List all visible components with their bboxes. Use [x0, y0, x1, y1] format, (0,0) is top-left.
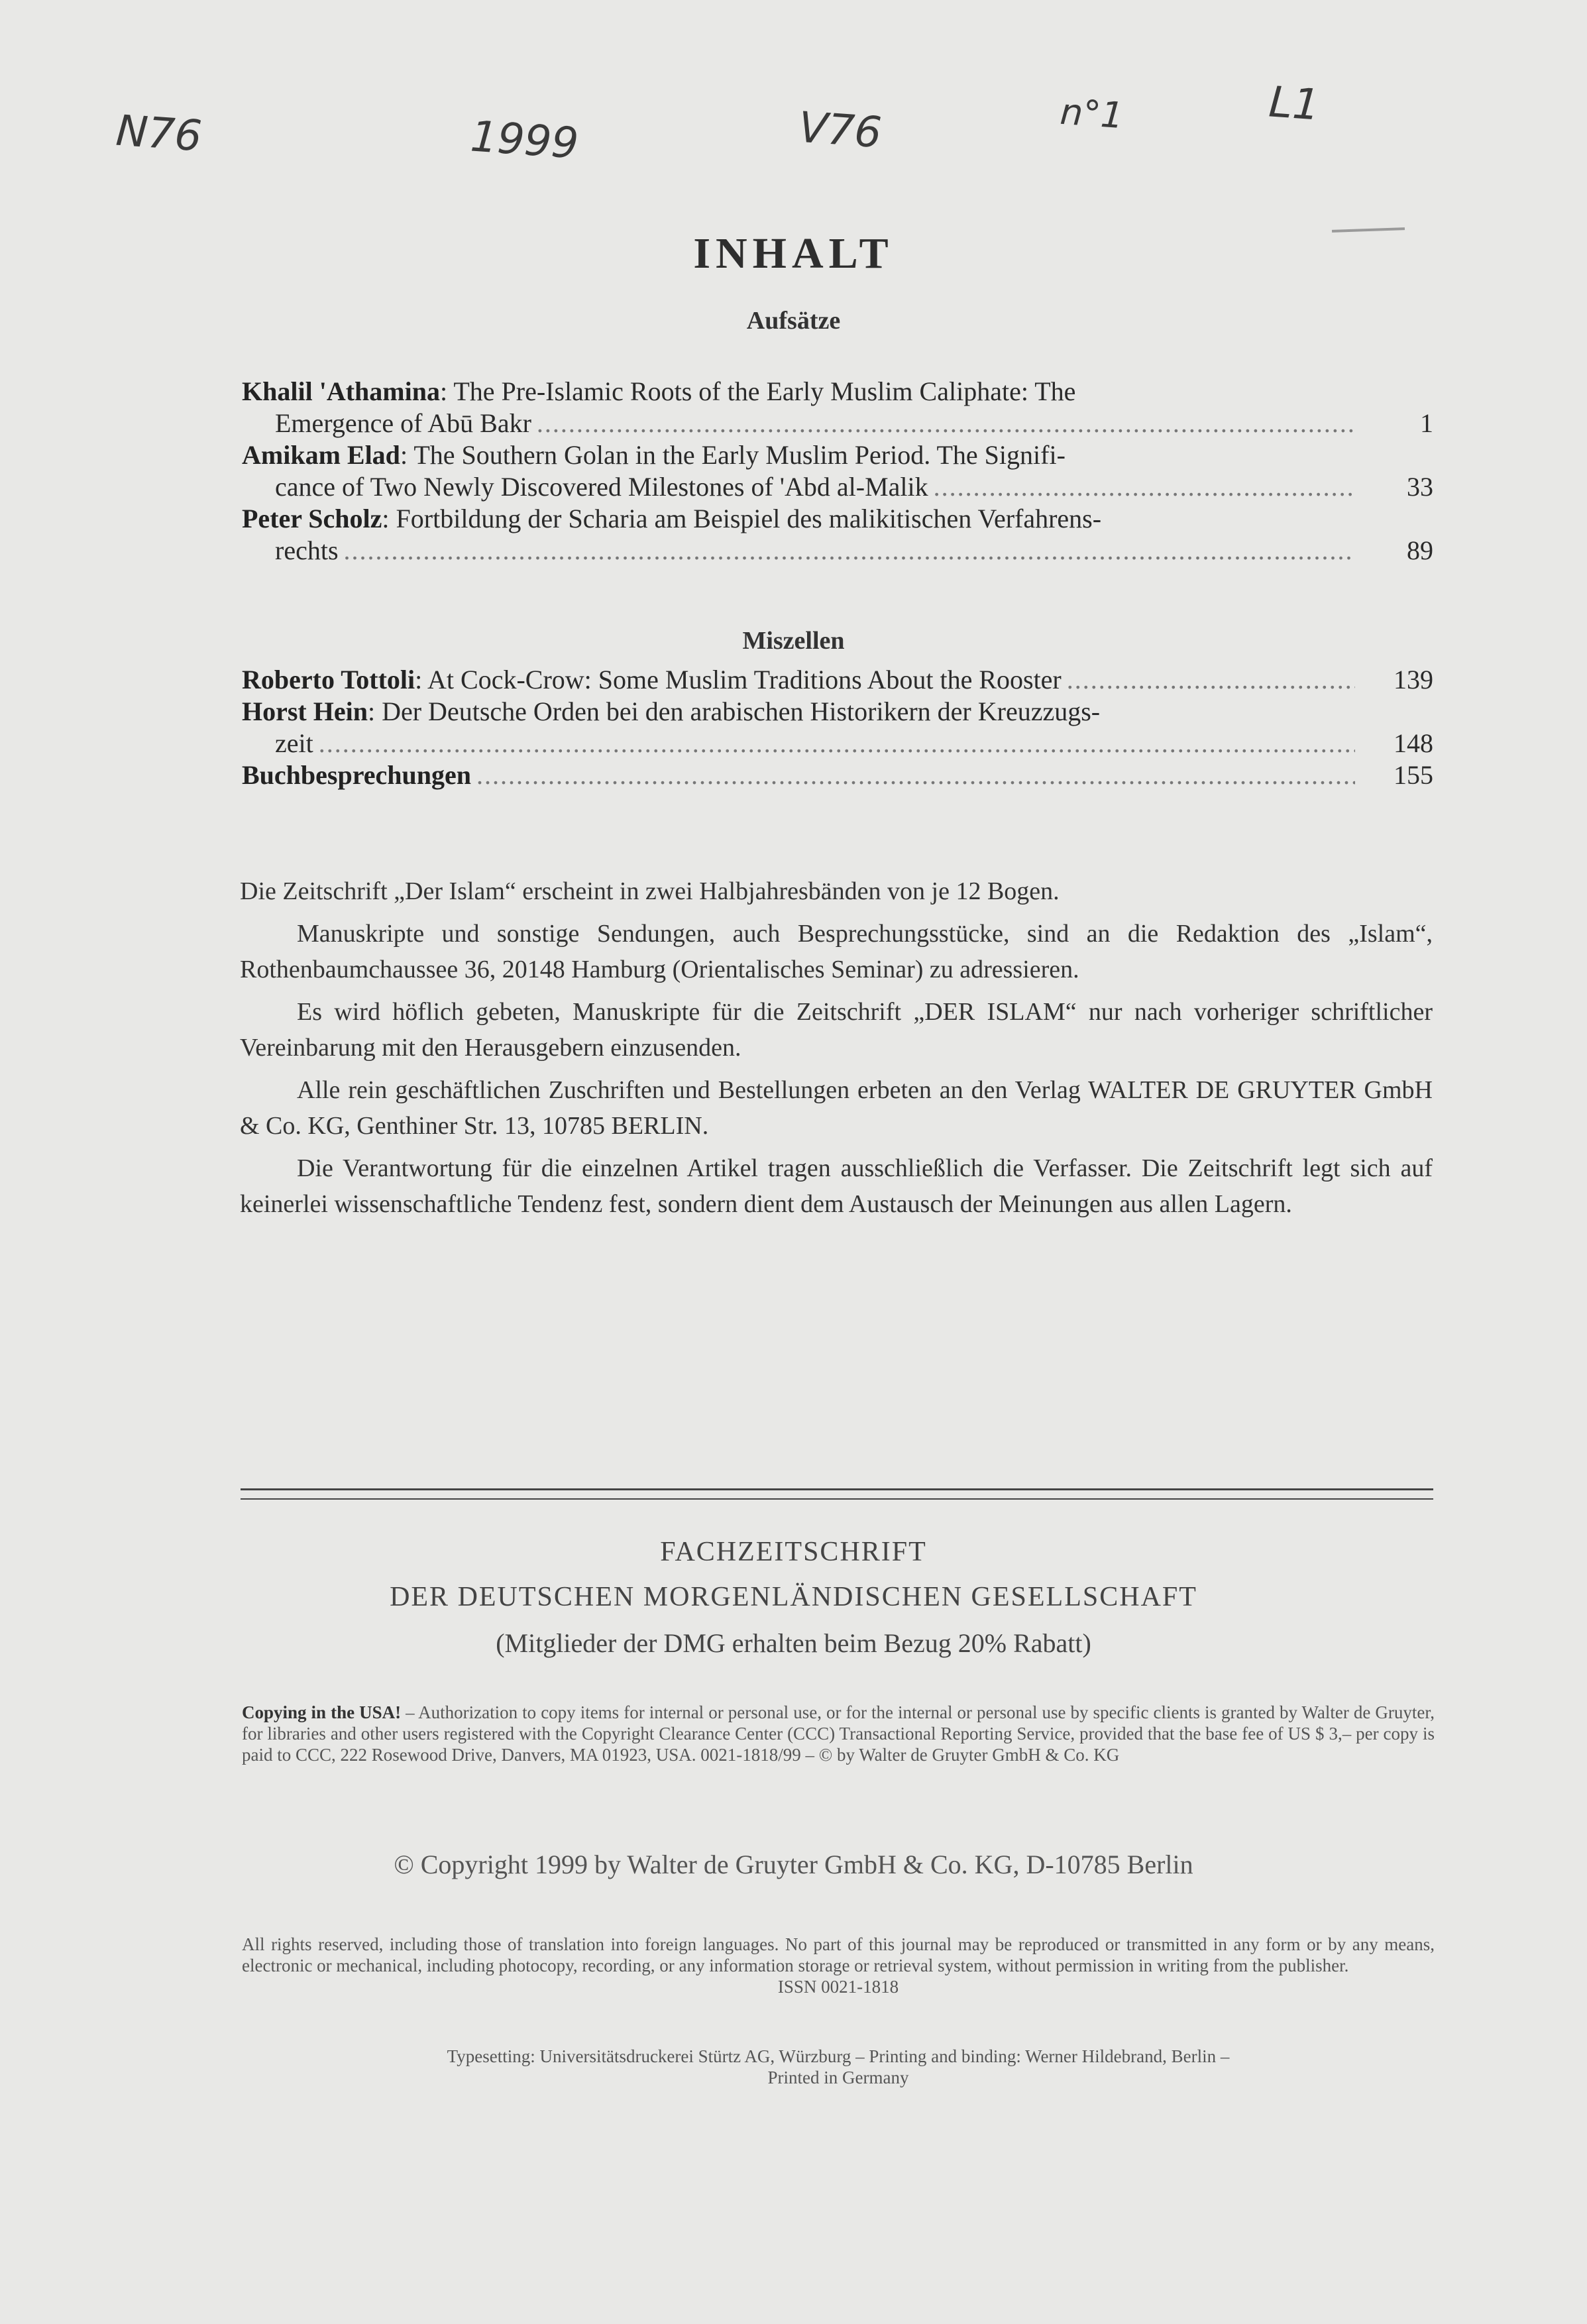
- toc-entry: [242, 759, 1433, 791]
- typesetting-notice: [242, 2046, 1435, 2088]
- society-name: DER DEUTSCHEN MORGENLÄNDISCHEN GESELLSCHAFT: [390, 1582, 1197, 1612]
- notice-paragraph: Die Zeitschrift „Der Islam“ erscheint in zwei Halbjahresbänden von je 12 Bogen.: [240, 877, 1060, 905]
- divider-rule: [241, 1498, 1433, 1500]
- toc-title-cont: cance of Two Newly Discovered Milestones of 'Abd al-Malik: [275, 472, 928, 502]
- toc-entry: [242, 376, 1433, 439]
- toc-page-number: 148: [1394, 728, 1433, 758]
- copying-lead: Copying in the USA!: [242, 1702, 402, 1722]
- rights-notice: [242, 1934, 1435, 1997]
- toc-title-cont: zeit: [275, 728, 313, 758]
- page-title: INHALT: [693, 229, 894, 278]
- toc-entry: [242, 503, 1433, 567]
- copying-notice: [242, 1702, 1435, 1765]
- notice-paragraph: Manuskripte und sonstige Sendungen, auch Besprechungsstücke, sind an die Redaktion des „Islam“, Rothenbaumchaussee 36, 20148 Hamburg (Orientalisches Seminar) zu adressieren.: [240, 920, 1433, 983]
- toc-author: Roberto Tottoli: [242, 665, 415, 694]
- toc-page-number: 89: [1407, 535, 1433, 565]
- copying-text: – Authorization to copy items for internal or personal use, or for the internal or personal use by specific clients is granted by Walter de Gruyter, for libraries and other users registered with the Copyright Clearance Center (CCC) Transactional Reporting Service, provided that the base fee of US $ 3,– per copy is paid to CCC, 222 Rosewood Drive, Danvers, MA 01923, USA. 0021-1818/99 – © by Walter de Gruyter GmbH & Co. KG: [242, 1702, 1435, 1765]
- issn: ISSN 0021-1818: [777, 1977, 899, 1997]
- toc-entry: [242, 439, 1433, 503]
- toc-title: : The Pre-Islamic Roots of the Early Muslim Caliphate: The: [439, 376, 1076, 406]
- toc-page-number: 155: [1394, 760, 1433, 790]
- notices-block: [240, 873, 1433, 1229]
- notice-paragraph: Die Verantwortung für die einzelnen Artikel tragen ausschließlich die Verfasser. Die Zeitschrift legt sich auf keinerlei wissenschaftliche Tendenz fest, sondern dient dem Austausch der Meinungen aus allen Lagern.: [240, 1154, 1433, 1218]
- member-discount: (Mitglieder der DMG erhalten beim Bezug 20% Rabatt): [496, 1628, 1091, 1658]
- toc-title: : Der Deutsche Orden bei den arabischen Historikern der Kreuzzugs-: [367, 696, 1101, 726]
- handwritten-note: n°1: [1058, 90, 1125, 137]
- toc-author: Peter Scholz: [242, 504, 382, 533]
- typesetting-line: Printed in Germany: [767, 2068, 909, 2087]
- section-heading-miszellen: Miszellen: [742, 627, 845, 655]
- handwritten-note: L1: [1267, 78, 1321, 131]
- toc-aufsaetze: [242, 376, 1433, 567]
- toc-title: : The Southern Golan in the Early Muslim Period. The Signifi-: [400, 440, 1066, 470]
- toc-miszellen: [242, 664, 1433, 791]
- divider-rule: [241, 1488, 1433, 1490]
- notice-paragraph: Alle rein geschäftlichen Zuschriften und Bestellungen erbeten an den Verlag WALTER DE GRUYTER GmbH & Co. KG, Genthiner Str. 13, 10785 BERLIN.: [240, 1076, 1433, 1140]
- toc-author: Amikam Elad: [242, 440, 400, 470]
- section-heading-aufsaetze: Aufsätze: [746, 307, 841, 335]
- toc-title-cont: Emergence of Abū Bakr: [275, 408, 531, 438]
- toc-author: Horst Hein: [242, 696, 368, 726]
- fachzeitschrift-line: FACHZEITSCHRIFT: [660, 1537, 927, 1567]
- toc-author: Khalil 'Athamina: [242, 376, 440, 406]
- toc-title: : At Cock-Crow: Some Muslim Traditions About the Rooster: [415, 665, 1062, 694]
- toc-page-number: 33: [1407, 472, 1433, 502]
- notice-paragraph: Es wird höflich gebeten, Manuskripte für die Zeitschrift „DER ISLAM“ nur nach vorheriger schriftlicher Vereinbarung mit den Herausgebern einzusenden.: [240, 998, 1433, 1062]
- toc-entry: [242, 664, 1433, 696]
- copyright-line: © Copyright 1999 by Walter de Gruyter GmbH & Co. KG, D-10785 Berlin: [394, 1850, 1193, 1879]
- rights-text: All rights reserved, including those of translation into foreign languages. No part of this journal may be reproduced or transmitted in any form or by any means, electronic or mechanical, including photocopy, recording, or any information storage or retrieval system, without permission in writing from the publisher.: [242, 1934, 1435, 1975]
- toc-page-number: 1: [1420, 408, 1433, 438]
- toc-title: : Fortbildung der Scharia am Beispiel des malikitischen Verfahrens-: [382, 504, 1102, 533]
- handwritten-note: V76: [796, 103, 883, 158]
- handwritten-note: N76: [114, 106, 203, 162]
- handwritten-note: 1999: [468, 112, 580, 169]
- toc-page-number: 139: [1394, 665, 1433, 694]
- toc-author: Buchbesprechungen: [242, 760, 472, 790]
- typesetting-line: Typesetting: Universitätsdruckerei Stürtz AG, Würzburg – Printing and binding: Werner Hildebrand, Berlin –: [447, 2046, 1230, 2066]
- toc-entry: [242, 696, 1433, 759]
- toc-title-cont: rechts: [275, 535, 339, 565]
